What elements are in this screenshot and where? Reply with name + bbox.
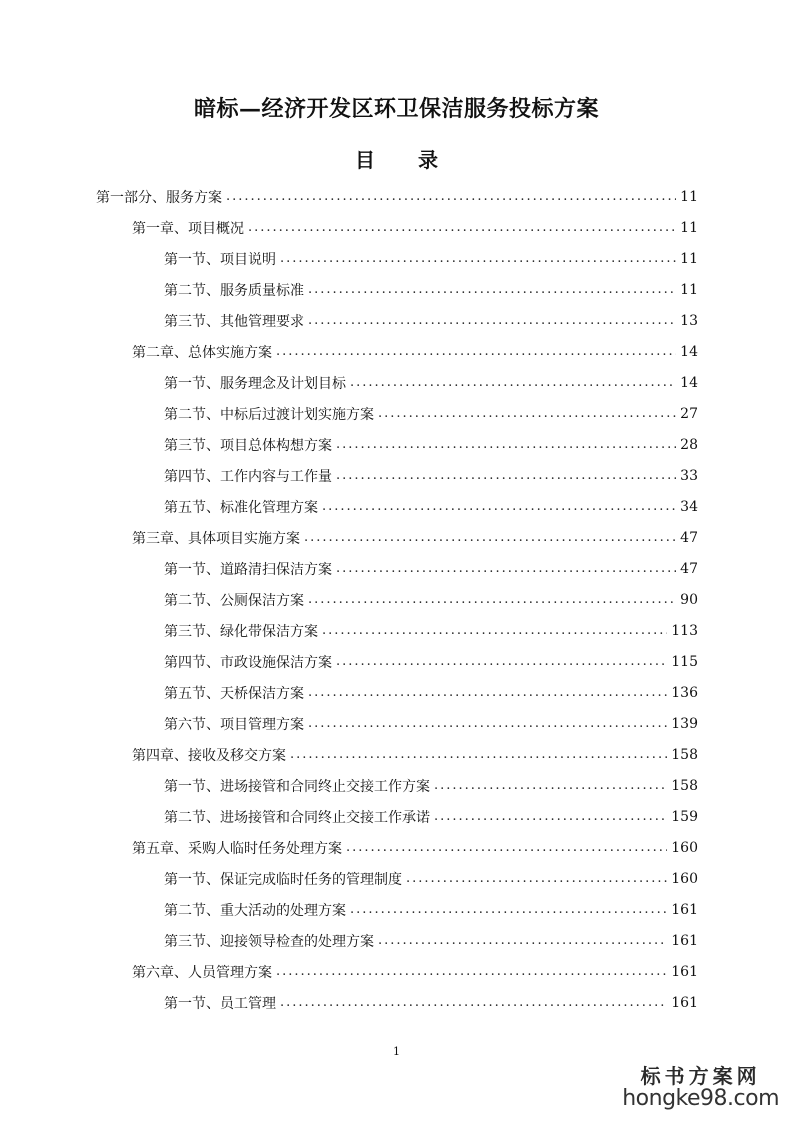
toc-entry-label: 第五节、标准化管理方案 — [164, 499, 318, 516]
toc-entry-label: 第二节、重大活动的处理方案 — [164, 902, 346, 919]
dot-leader — [378, 406, 676, 421]
toc-entry-section[interactable] — [0, 708, 793, 739]
dot-leader — [322, 499, 676, 514]
dot-leader — [280, 995, 667, 1010]
toc-entry-label: 第二节、中标后过渡计划实施方案 — [164, 406, 374, 423]
toc-entry-page: 33 — [680, 467, 698, 484]
dot-leader — [280, 251, 676, 266]
watermark — [622, 1063, 779, 1111]
toc-entry-page: 160 — [671, 870, 698, 887]
toc-entry-chapter-1[interactable] — [0, 212, 793, 243]
dot-leader — [308, 685, 667, 700]
dot-leader — [350, 902, 667, 917]
dot-leader — [346, 840, 667, 855]
toc-entry-label: 第一节、道路清扫保洁方案 — [164, 561, 332, 578]
dot-leader — [336, 437, 676, 452]
dot-leader — [406, 871, 667, 886]
toc-entry-label: 第二节、公厕保洁方案 — [164, 592, 304, 609]
toc-entry-label: 第一节、员工管理 — [164, 995, 276, 1012]
table-of-contents — [0, 181, 793, 1018]
toc-entry-page: 113 — [671, 622, 698, 639]
toc-entry-page: 161 — [671, 963, 698, 980]
toc-entry-page: 14 — [680, 374, 698, 391]
toc-entry-section[interactable] — [0, 894, 793, 925]
toc-entry-label: 第二节、服务质量标准 — [164, 282, 304, 299]
dot-leader — [336, 468, 676, 483]
toc-entry-section[interactable] — [0, 429, 793, 460]
dot-leader — [336, 561, 676, 576]
toc-entry-page: 115 — [671, 653, 698, 670]
dot-leader — [350, 375, 676, 390]
toc-entry-label: 第一章、项目概况 — [132, 220, 244, 237]
toc-entry-page: 158 — [671, 777, 698, 794]
toc-entry-label: 第六节、项目管理方案 — [164, 716, 304, 733]
toc-entry-chapter-4[interactable] — [0, 739, 793, 770]
toc-entry-section[interactable] — [0, 274, 793, 305]
toc-entry-chapter-2[interactable] — [0, 336, 793, 367]
toc-entry-chapter-6[interactable] — [0, 956, 793, 987]
toc-entry-page: 11 — [680, 250, 698, 267]
watermark-url: hongke98.com — [622, 1085, 779, 1111]
dot-leader — [336, 654, 667, 669]
dot-leader — [276, 344, 676, 359]
toc-entry-label: 第五章、采购人临时任务处理方案 — [132, 840, 342, 857]
toc-entry-label: 第五节、天桥保洁方案 — [164, 685, 304, 702]
dot-leader — [308, 592, 676, 607]
toc-entry-section[interactable] — [0, 305, 793, 336]
toc-entry-label: 第二章、总体实施方案 — [132, 344, 272, 361]
toc-entry-label: 第二节、进场接管和合同终止交接工作承诺 — [164, 809, 430, 826]
toc-entry-chapter-5[interactable] — [0, 832, 793, 863]
toc-entry-page: 14 — [680, 343, 698, 360]
toc-entry-label: 第三节、绿化带保洁方案 — [164, 623, 318, 640]
toc-entry-section[interactable] — [0, 243, 793, 274]
toc-entry-page: 161 — [671, 994, 698, 1011]
toc-entry-label: 第一节、进场接管和合同终止交接工作方案 — [164, 778, 430, 795]
toc-entry-section[interactable] — [0, 460, 793, 491]
dot-leader — [276, 964, 667, 979]
toc-entry-label: 第四节、工作内容与工作量 — [164, 468, 332, 485]
toc-entry-label: 第三章、具体项目实施方案 — [132, 530, 300, 547]
toc-entry-section[interactable] — [0, 801, 793, 832]
toc-entry-section[interactable] — [0, 770, 793, 801]
toc-heading: 目 录 — [355, 148, 456, 172]
watermark-chinese-text: 标书方案网 — [640, 1063, 761, 1088]
toc-entry-section[interactable] — [0, 677, 793, 708]
toc-entry-page: 11 — [680, 281, 698, 298]
toc-entry-label: 第一节、项目说明 — [164, 251, 276, 268]
toc-entry-section[interactable] — [0, 491, 793, 522]
toc-entry-page: 47 — [680, 529, 698, 546]
dot-leader — [434, 809, 667, 824]
toc-entry-label: 第一节、保证完成临时任务的管理制度 — [164, 871, 402, 888]
toc-entry-part-1[interactable] — [0, 181, 793, 212]
toc-entry-page: 27 — [680, 405, 698, 422]
toc-entry-section[interactable] — [0, 987, 793, 1018]
toc-entry-page: 11 — [680, 219, 698, 236]
toc-entry-page: 161 — [671, 901, 698, 918]
toc-entry-section[interactable] — [0, 553, 793, 584]
page-number: 1 — [393, 1045, 400, 1058]
toc-entry-section[interactable] — [0, 863, 793, 894]
toc-entry-section[interactable] — [0, 925, 793, 956]
dot-leader — [434, 778, 667, 793]
toc-entry-page: 34 — [680, 498, 698, 515]
toc-entry-section[interactable] — [0, 398, 793, 429]
toc-entry-label: 第一节、服务理念及计划目标 — [164, 375, 346, 392]
toc-entry-label: 第三节、迎接领导检查的处理方案 — [164, 933, 374, 950]
dot-leader — [322, 623, 667, 638]
dot-leader — [290, 747, 667, 762]
dot-leader — [308, 313, 676, 328]
toc-entry-label: 第六章、人员管理方案 — [132, 964, 272, 981]
toc-entry-section[interactable] — [0, 615, 793, 646]
dot-leader — [226, 189, 676, 204]
dot-leader — [304, 530, 676, 545]
toc-entry-label: 第四章、接收及移交方案 — [132, 747, 286, 764]
dot-leader — [378, 933, 667, 948]
toc-entry-page: 13 — [680, 312, 698, 329]
dot-leader — [248, 220, 676, 235]
toc-entry-page: 136 — [671, 684, 698, 701]
dot-leader — [308, 716, 667, 731]
toc-entry-page: 47 — [680, 560, 698, 577]
toc-entry-page: 161 — [671, 932, 698, 949]
toc-entry-page: 159 — [671, 808, 698, 825]
toc-entry-page: 158 — [671, 746, 698, 763]
toc-entry-page: 160 — [671, 839, 698, 856]
toc-entry-section[interactable] — [0, 646, 793, 677]
toc-entry-page: 28 — [680, 436, 698, 453]
toc-entry-page: 139 — [671, 715, 698, 732]
document-title: 暗标—经济开发区环卫保洁服务投标方案 — [193, 96, 599, 122]
toc-entry-section[interactable] — [0, 584, 793, 615]
toc-entry-label: 第一部分、服务方案 — [96, 189, 222, 206]
toc-entry-label: 第三节、其他管理要求 — [164, 313, 304, 330]
toc-entry-label: 第四节、市政设施保洁方案 — [164, 654, 332, 671]
dot-leader — [308, 282, 676, 297]
toc-entry-chapter-3[interactable] — [0, 522, 793, 553]
toc-entry-page: 11 — [680, 188, 698, 205]
toc-entry-section[interactable] — [0, 367, 793, 398]
toc-entry-page: 90 — [680, 591, 698, 608]
toc-entry-label: 第三节、项目总体构想方案 — [164, 437, 332, 454]
